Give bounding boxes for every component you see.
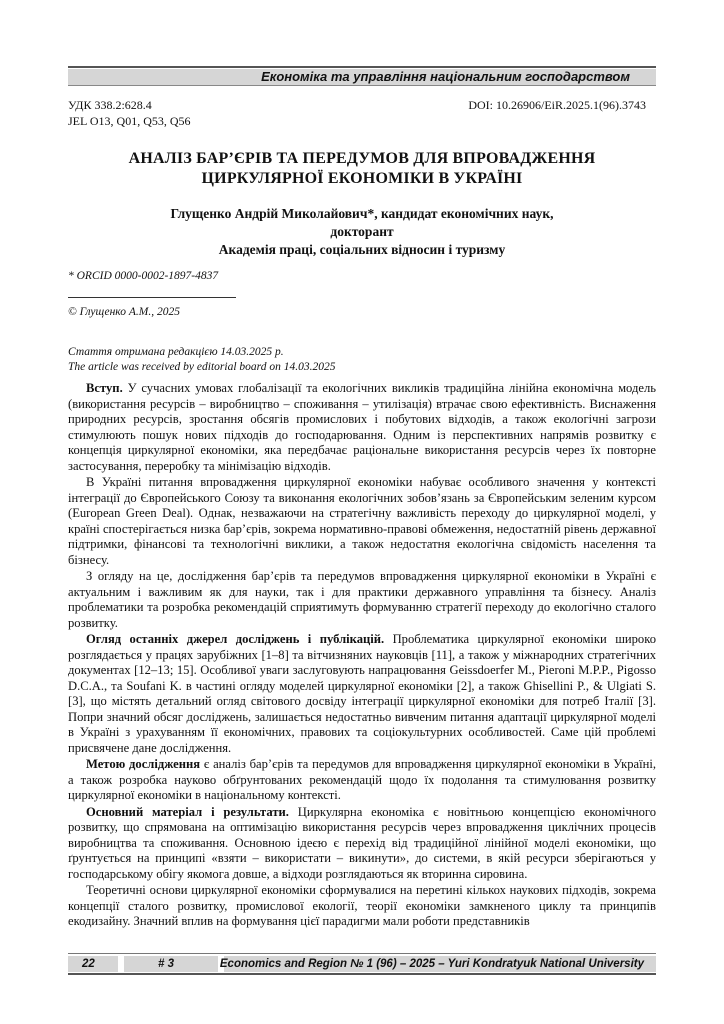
- author-name: Глущенко Андрій Миколайович*, кандидат економічних наук,: [170, 206, 554, 221]
- jel-code: JEL O13, Q01, Q53, Q56: [68, 114, 191, 128]
- author-affiliation: Академія праці, соціальних відносин і туризму: [218, 242, 506, 257]
- results-heading: Основний матеріал і результати.: [86, 804, 289, 819]
- article-body: [68, 381, 656, 931]
- issue-marker: # 3: [158, 958, 174, 970]
- orcid: * ORCID 0000-0002-1897-4837: [68, 270, 219, 282]
- udc-code: УДК 338.2:628.4: [68, 98, 152, 112]
- author-block: [68, 205, 656, 259]
- paragraph-7: Теоретичні основи циркулярної економіки сформувалися на перетині кількох наукових підходів, зокрема концепції сталого розвитку, промислової екології, теорії економіки замкненого циклу та принципів екодизайну. Значний вплив на формування цієї парадигми мали роботи представників: [68, 883, 656, 928]
- copyright: © Глущенко А.М., 2025: [68, 306, 180, 318]
- received-uk: Стаття отримана редакцією 14.03.2025 р.: [68, 346, 284, 358]
- intro-text: У сучасних умовах глобалізації та екологічних викликів традиційна лінійна економічна модель (використання ресурсів – виробництво – споживання – утилізація) втрачає свою ефективність. Виснаження природних ресурсів, зростання обсягів промислових і побутових відходів, а також екологічні загрози стимулюють пошук нових підходів до господарювання. Одним із перспективних напрямів розвитку є концепція циркулярної економіки, яка передбачає раціональне використання ресурсів через їх повторне застосування, переробку та мінімізацію відходів.: [68, 381, 656, 473]
- paragraph-aim: [68, 757, 656, 804]
- doi: DOI: 10.26906/EiR.2025.1(96).3743: [468, 98, 646, 112]
- journal-info: Economics and Region № 1 (96) – 2025 – Yuri Kondratyuk National University: [219, 958, 644, 970]
- title-line-2: ЦИРКУЛЯРНОЇ ЕКОНОМІКИ В УКРАЇНІ: [201, 170, 523, 187]
- title-line-1: АНАЛІЗ БАР’ЄРІВ ТА ПЕРЕДУМОВ ДЛЯ ВПРОВАДЖЕННЯ: [128, 150, 596, 167]
- aim-heading: Метою дослідження: [86, 757, 201, 771]
- results-text: Циркулярна економіка є новітньою концепцією економічного розвитку, що спрямована на оптимізацію використання ресурсів через впровадження циклічних процесів виробництва та споживання. Основною ідеєю є перехід від традиційної лінійної моделі економіки, що ґрунтується на принципі «взяти – використати – викинути», до системи, в якій ресурси зберігаються у господарському обігу якомога довше, а відходи розглядаються як вторинна сировина.: [68, 804, 657, 881]
- running-footer: [68, 953, 656, 975]
- page-number: 22: [82, 958, 95, 970]
- review-text: Проблематика циркулярної економіки широко розглядається у працях зарубіжних [1–8] та вітчизняних науковців [11], а також у міжнародних стратегічних документах [12–13; 15]. Особливої уваги заслуговують напрацювання Geissdoerfer M., Pieroni M.P.P., Pigosso D.C.A., та Soufani K. в частині огляду моделей циркулярної економіки [2], а також Ghisellini P., & Ulgiati S. [3], що містять детальний огляд світового досвіду інтеграції циркулярної економіки для потреб Італії [3]. Попри значний обсяг досліджень, залишається недостатньо вивченим питання адаптації циркулярної моделі в Україні з урахуванням її економічних, правових та соціокультурних особливостей. Саме цій проблемі присвячене дане дослідження.: [68, 632, 657, 755]
- classification-codes: [68, 97, 191, 129]
- paragraph-review: [68, 632, 656, 756]
- header-rule-top: [68, 66, 656, 68]
- footer-rule-top: [68, 953, 656, 954]
- header-rule-bottom: [68, 85, 656, 86]
- received-note: [68, 345, 335, 375]
- header-section-title: Економіка та управління національним господарством: [261, 69, 630, 84]
- received-en: The article was received by editorial board on 14.03.2025: [68, 361, 336, 373]
- paragraph-2: В Україні питання впровадження циркулярної економіки набуває особливого значення у контексті інтеграції до Європейського Союзу та виконання екологічних зобов’язань за Європейським зеленим курсом (European Green Deal). Однак, незважаючи на стратегічну важливість переходу до циркулярної моделі, у країні спостерігається низка бар’єрів, зокрема нормативно-правові обмеження, недостатній рівень державної підтримки, фінансові та технологічні виклики, а також недостатня екологічна свідомість населення та бізнесу.: [68, 475, 656, 567]
- running-header: [68, 66, 656, 86]
- paragraph-results: [68, 805, 656, 883]
- footer-divider-1: [118, 956, 124, 972]
- aim-text: є аналіз бар’єрів та передумов для впровадження циркулярної економіки в Україні, а також розробка науково обґрунтованих рекомендацій щодо їх подолання та стимулювання розвитку циркулярної економіки в національному контексті.: [68, 757, 656, 802]
- review-heading: Огляд останніх джерел досліджень і публікацій.: [86, 632, 385, 646]
- intro-heading: Вступ.: [86, 381, 123, 395]
- paragraph-3: З огляду на це, дослідження бар’єрів та передумов впровадження циркулярної економіки в Україні є актуальним і важливим як для науки, так і для практики державного управління та бізнесу. Аналіз проблематики та розробка рекомендацій сприятимуть формуванню стратегії переходу до екологічно сталого розвитку.: [68, 569, 656, 630]
- footer-rule-bottom: [68, 973, 656, 975]
- footnote-separator: [68, 297, 236, 298]
- article-title: [68, 149, 656, 189]
- paragraph-intro: [68, 381, 656, 474]
- author-position: докторант: [330, 224, 394, 239]
